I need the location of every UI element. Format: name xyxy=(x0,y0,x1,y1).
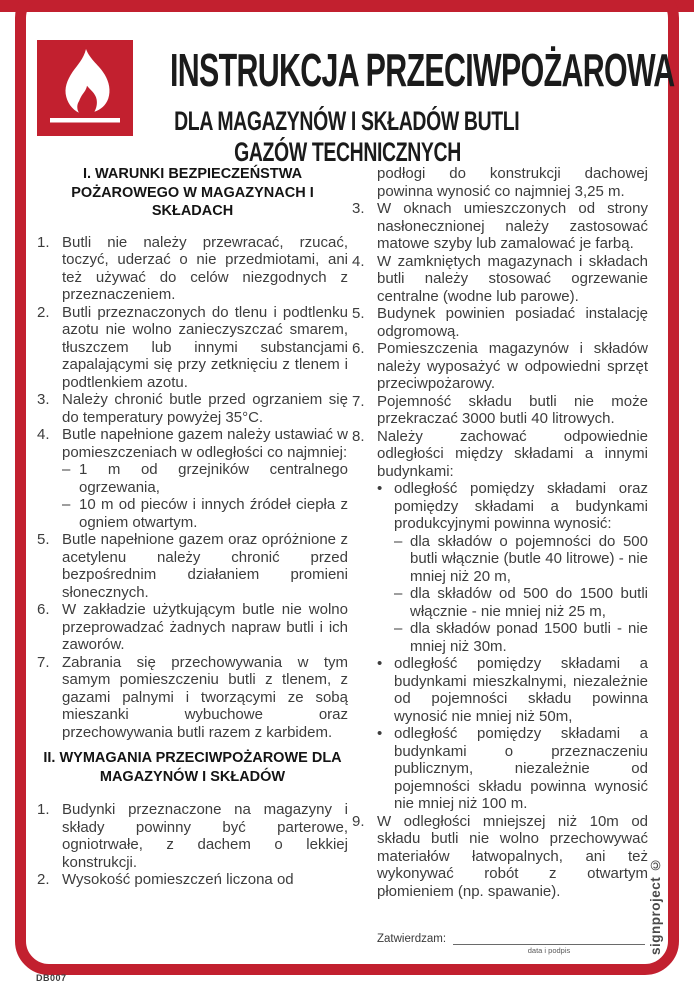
item-text: Butle napełnione gazem oraz opróżnione z acetylenu należy chronić przed bezpośrednim działaniem promieni słonecznych. xyxy=(62,531,348,601)
section-1-heading: I. WARUNKI BEZPIECZEŃSTWA POŻAROWEGO W MAGAZYNACH I SKŁADACH xyxy=(71,166,314,219)
sec2-item-8 xyxy=(352,428,648,481)
sec2-item-2 xyxy=(37,871,348,889)
item-text: W oknach umieszczonych od strony nasłonecznionej należy zastosować matowe szyby lub zamalować je farbą. xyxy=(377,200,648,252)
item-text: 1 m od grzejników centralnego ogrzewania, xyxy=(79,461,348,496)
signature-caption: data i podpis xyxy=(527,946,571,955)
sec2-item-3 xyxy=(352,200,648,253)
column-left xyxy=(37,165,348,889)
item-number: 2. xyxy=(37,871,50,888)
item-text: W odległości mniejszej niż 10m od składu butli nie wolno przechowywać materiałów łatwopalnych, ani też wykonywać robót z otwartym płomieniem (np. spawanie). xyxy=(377,812,648,900)
publisher-credit: signproject © xyxy=(648,856,663,955)
item-number: 4. xyxy=(352,252,365,270)
sec1-item-7 xyxy=(37,654,348,742)
header-titles xyxy=(40,44,675,170)
sec2-item-7 xyxy=(352,393,648,428)
item-text: Należy chronić butle przed ogrzaniem się do temperatury powyżej 35°C. xyxy=(62,391,348,426)
sec2-item-2-continuation: podłogi do konstrukcji dachowej powinna wynosić co najmniej 3,25 m. xyxy=(377,165,648,200)
item-text: Należy zachować odpowiednie odległości między składami a innymi budynkami: xyxy=(377,427,648,480)
column-right xyxy=(352,165,648,900)
item-number: 5. xyxy=(37,531,50,548)
item-text: Pojemność składu butli nie może przekraczać 3000 butli 40 litrowych. xyxy=(377,392,648,427)
dash-marker: – xyxy=(62,496,71,513)
item-text: odległość pomiędzy składami oraz pomiędzy składami a budynkami produkcyjnymi powinna wynosić: xyxy=(394,480,648,532)
item-text: Budynek powinien posiadać instalację odgromową. xyxy=(377,305,648,340)
item-text: odległość pomiędzy składami a budynkami o przeznaczeniu publicznym, niezależnie od pojemności składu powinna wynosić nie mniej niż 100 m. xyxy=(394,725,648,812)
item-text: W zakładzie użytkującym butle nie wolno przeprowadzać żadnych napraw butli i ich zaworów. xyxy=(62,601,348,653)
item-number: 1. xyxy=(37,233,50,251)
item-number: 7. xyxy=(352,392,365,410)
dash-marker: – xyxy=(62,461,71,478)
page-subtitle-line2: GAZÓW TECHNICZNYCH xyxy=(233,137,461,167)
item-number: 6. xyxy=(352,340,365,357)
sec2-item-8-bullet-2 xyxy=(377,655,648,725)
item-number: 4. xyxy=(37,426,50,443)
dash-marker: – xyxy=(394,585,403,602)
item-text: 10 m od pieców i innych źródeł ciepła z ogniem otwartym. xyxy=(79,496,348,531)
item-text: Pomieszczenia magazynów i składów należy wyposażyć w odpowiedni sprzęt przeciwpożarowy. xyxy=(377,340,648,392)
item-number: 5. xyxy=(352,305,365,322)
sec2-item-5 xyxy=(352,305,648,340)
sec1-item-4 xyxy=(37,426,348,461)
item-text: Butle napełnione gazem należy ustawiać w pomieszczeniach w odległości co najmniej: xyxy=(62,426,349,461)
sec1-item-5 xyxy=(37,531,348,601)
item-text: Budynki przeznaczone na magazyny i składy powinny być parterowe, ogniotrwałe, z dachem o lekkiej konstrukcji. xyxy=(62,801,348,871)
sec1-item-3 xyxy=(37,391,348,426)
sec1-item-1 xyxy=(37,234,348,304)
approval-label: Zatwierdzam: xyxy=(377,933,447,945)
item-text: dla składów o pojemności do 500 butli włącznie (butle 40 litrowe) - nie mniej niż 20 m, xyxy=(410,532,648,585)
signature-line xyxy=(453,930,645,955)
sec1-item-4-dash-1 xyxy=(62,461,348,496)
dash-marker: – xyxy=(394,532,403,550)
item-text: W zamkniętych magazynach i składach butli należy stosować ogrzewanie centralne (wodne lub parowe). xyxy=(377,252,648,305)
bullet-marker: • xyxy=(377,655,383,672)
sec2-item-8-bullet-3 xyxy=(377,725,648,813)
item-text: Butli przeznaczonych do tlenu i podtlenku azotu nie wolno zanieczyszczać smarem, tłuszczem lub innymi substancjami zapalającymi się przy zetknięciu z tlenem i podtlenkiem azotu. xyxy=(62,303,348,391)
item-text: odległość pomiędzy składami a budynkami mieszkalnymi, niezależnie od pojemności składu powinna wynosić nie mniej niż 50m, xyxy=(394,655,648,725)
sec2-item-8-bullet-1-dash-2 xyxy=(394,585,648,620)
section-2-heading: II. WYMAGANIA PRZECIWPOŻAROWE DLA MAGAZYNÓW I SKŁADÓW xyxy=(43,750,342,785)
item-number: 6. xyxy=(37,601,50,618)
item-number: 2. xyxy=(37,303,50,321)
bullet-marker: • xyxy=(377,725,383,742)
sec2-item-8-bullet-1-dash-1 xyxy=(394,533,648,586)
dash-marker: – xyxy=(394,620,403,637)
item-text: Zabrania się przechowywania w tym samym pomieszczeniu butli z tlenem, z gazami palnymi i tworzącymi ze sobą mieszanki wybuchowe oraz przechowywania butli razem z karbidem. xyxy=(62,653,348,741)
item-number: 9. xyxy=(352,812,365,830)
sec1-item-2 xyxy=(37,304,348,392)
sec2-item-6 xyxy=(352,340,648,393)
sec2-item-4 xyxy=(352,253,648,306)
item-number: 3. xyxy=(37,391,50,408)
item-text: Wysokość pomieszczeń liczona od xyxy=(62,871,294,888)
page-title: INSTRUKCJA PRZECIWPOŻAROWA xyxy=(169,44,675,96)
sec1-item-4-dash-2 xyxy=(62,496,348,531)
document-code: DB007 xyxy=(36,973,67,983)
item-number: 3. xyxy=(352,200,365,217)
item-text: Butli nie należy przewracać, rzucać, toczyć, uderzać o nie przedmiotami, ani też używać do celów niezgodnych z przeznaczeniem. xyxy=(62,233,348,303)
sec1-item-6 xyxy=(37,601,348,654)
sec2-item-8-bullet-1 xyxy=(377,480,648,533)
sec2-item-9 xyxy=(352,813,648,901)
approval-block xyxy=(377,930,645,955)
item-text: dla składów od 500 do 1500 butli włącznie - nie mniej niż 25 m, xyxy=(410,585,648,620)
item-number: 1. xyxy=(37,801,50,818)
item-text: dla składów ponad 1500 butli - nie mniej niż 30m. xyxy=(410,620,648,655)
item-number: 8. xyxy=(352,427,365,445)
sec2-item-1 xyxy=(37,801,348,871)
sec2-item-8-bullet-1-dash-3 xyxy=(394,620,648,655)
item-number: 7. xyxy=(37,653,50,671)
bullet-marker: • xyxy=(377,480,383,497)
page-subtitle-line1: DLA MAGAZYNÓW I SKŁADÓW BUTLI xyxy=(174,106,520,136)
